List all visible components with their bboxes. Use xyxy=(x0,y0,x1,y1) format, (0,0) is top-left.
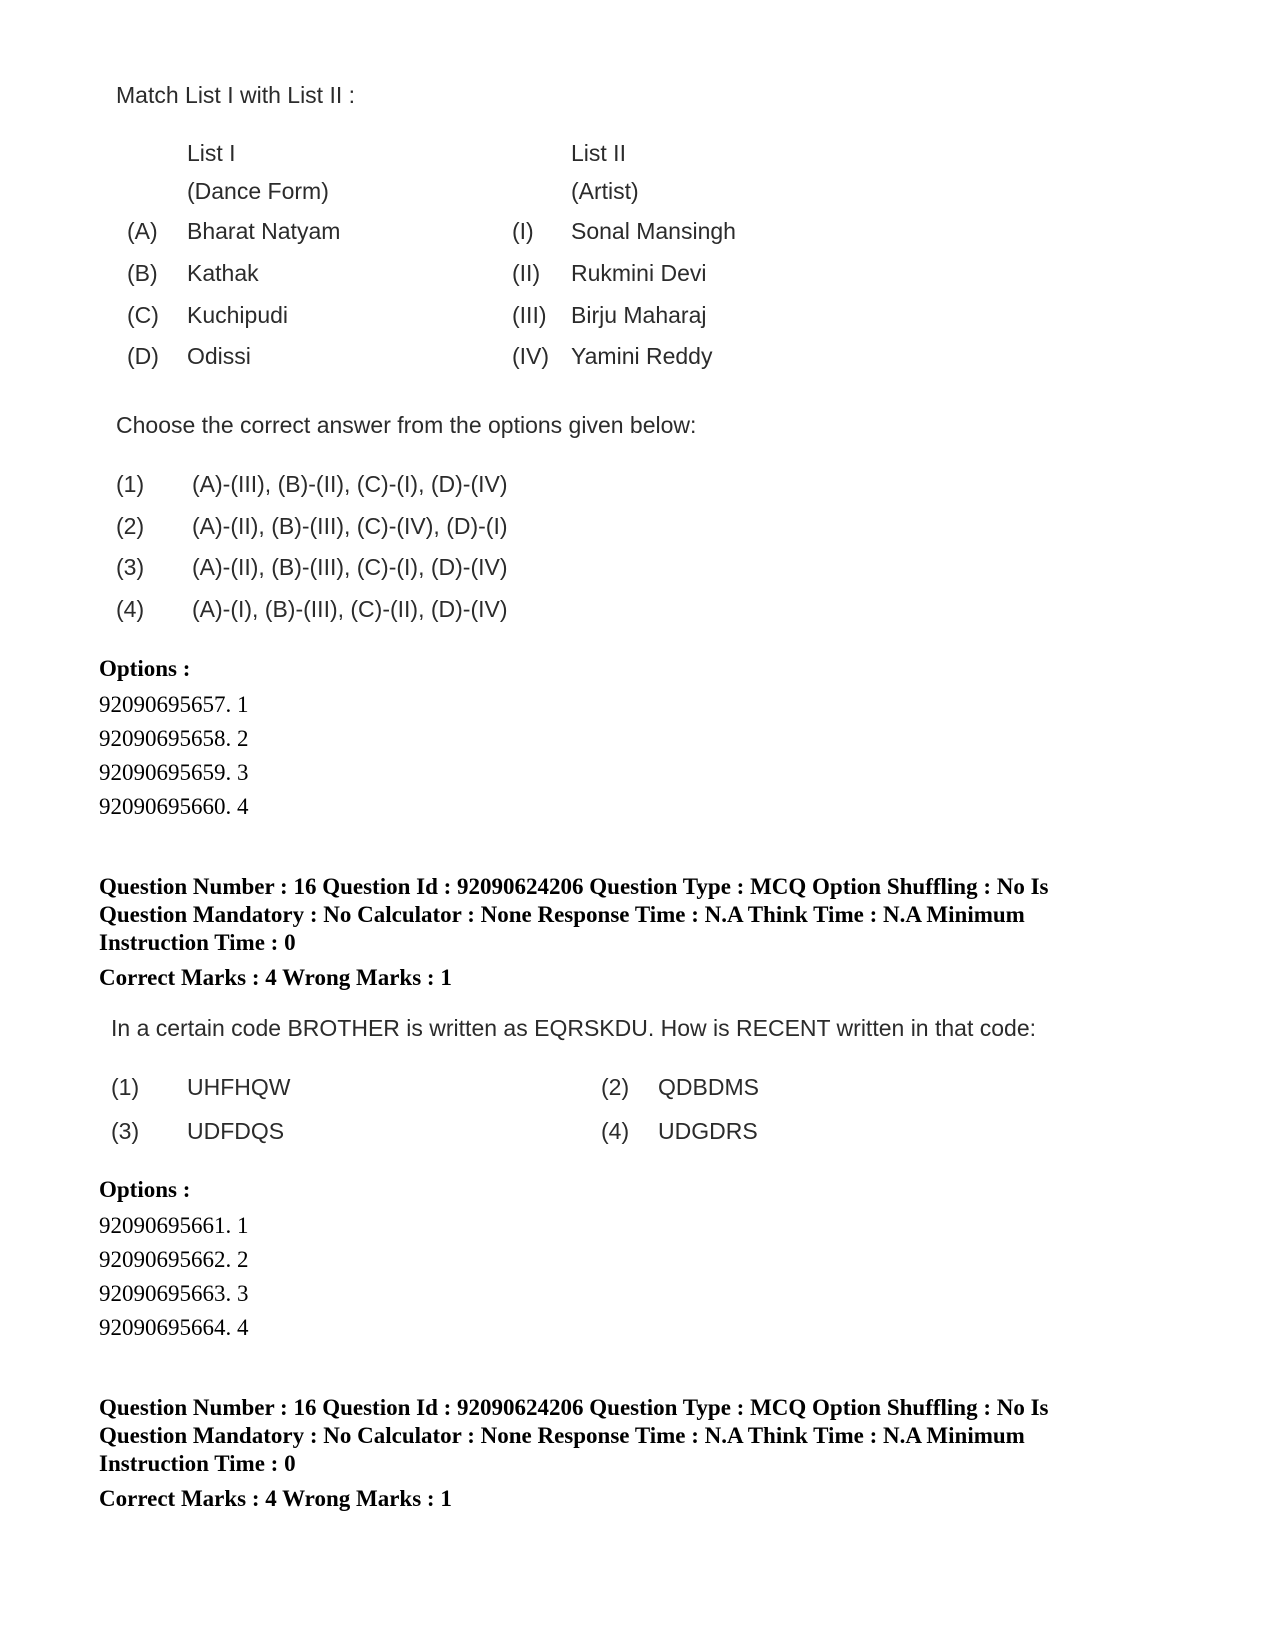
answer-text: (A)-(III), (B)-(II), (C)-(I), (D)-(IV) xyxy=(192,471,508,497)
list1-item: Bharat Natyam xyxy=(187,218,341,244)
list2-label: (IV) xyxy=(512,343,550,369)
list2-item: Rukmini Devi xyxy=(571,260,707,286)
list1-label: (D) xyxy=(127,343,159,369)
question-meta-line: Question Number : 16 Question Id : 92090624206 Question Type : MCQ Option Shuffling : No Is xyxy=(99,874,1049,899)
answer-text: (A)-(II), (B)-(III), (C)-(I), (D)-(IV) xyxy=(192,554,508,580)
question-prompt: In a certain code BROTHER is written as EQRSKDU. How is RECENT written in that code: xyxy=(111,1015,1036,1041)
answer-text: (A)-(II), (B)-(III), (C)-(IV), (D)-(I) xyxy=(192,513,508,539)
list1-label: (A) xyxy=(127,218,158,244)
option-item: 92090695662. 2 xyxy=(99,1247,249,1272)
list2-item: Yamini Reddy xyxy=(571,343,713,369)
question-meta-line: Instruction Time : 0 xyxy=(99,1451,296,1476)
answer-number: (2) xyxy=(601,1074,630,1100)
option-item: 92090695663. 3 xyxy=(99,1281,249,1306)
list2-label: (II) xyxy=(512,260,541,286)
answer-number: (4) xyxy=(116,596,145,622)
answer-number: (1) xyxy=(111,1074,140,1100)
list2-subtitle: (Artist) xyxy=(571,178,639,204)
option-item: 92090695659. 3 xyxy=(99,760,249,785)
option-item: 92090695664. 4 xyxy=(99,1315,249,1340)
option-item: 92090695658. 2 xyxy=(99,726,249,751)
list1-item: Kathak xyxy=(187,260,259,286)
options-label: Options : xyxy=(99,656,191,681)
list1-item: Odissi xyxy=(187,343,251,369)
answer-number: (3) xyxy=(111,1118,140,1144)
question-marks: Correct Marks : 4 Wrong Marks : 1 xyxy=(99,1486,452,1511)
list1-item: Kuchipudi xyxy=(187,302,289,328)
question-meta-line: Question Mandatory : No Calculator : None Response Time : N.A Think Time : N.A Minimum xyxy=(99,1423,1025,1448)
answer-text: UHFHQW xyxy=(187,1074,291,1100)
option-item: 92090695657. 1 xyxy=(99,692,249,717)
list1-title: List I xyxy=(187,140,236,166)
answer-number: (2) xyxy=(116,513,145,539)
answer-number: (4) xyxy=(601,1118,630,1144)
question-meta-line: Question Number : 16 Question Id : 92090624206 Question Type : MCQ Option Shuffling : No Is xyxy=(99,1395,1049,1420)
answer-number: (1) xyxy=(116,471,145,497)
answer-number: (3) xyxy=(116,554,145,580)
answer-text: UDFDQS xyxy=(187,1118,285,1144)
options-label: Options : xyxy=(99,1177,191,1202)
answer-text: (A)-(I), (B)-(III), (C)-(II), (D)-(IV) xyxy=(192,596,508,622)
question-marks: Correct Marks : 4 Wrong Marks : 1 xyxy=(99,965,452,990)
question-meta-line: Instruction Time : 0 xyxy=(99,930,296,955)
list2-label: (III) xyxy=(512,302,547,328)
list1-label: (B) xyxy=(127,260,158,286)
list2-title: List II xyxy=(571,140,626,166)
question-meta-line: Question Mandatory : No Calculator : None Response Time : N.A Think Time : N.A Minimum xyxy=(99,902,1025,927)
list2-label: (I) xyxy=(512,218,534,244)
list1-subtitle: (Dance Form) xyxy=(187,178,329,204)
question-prompt: Match List I with List II : xyxy=(116,82,356,108)
list1-label: (C) xyxy=(127,302,159,328)
choose-instruction: Choose the correct answer from the options given below: xyxy=(116,412,697,438)
answer-text: QDBDMS xyxy=(658,1074,759,1100)
list2-item: Birju Maharaj xyxy=(571,302,707,328)
option-item: 92090695660. 4 xyxy=(99,794,249,819)
option-item: 92090695661. 1 xyxy=(99,1213,249,1238)
answer-text: UDGDRS xyxy=(658,1118,758,1144)
list2-item: Sonal Mansingh xyxy=(571,218,736,244)
